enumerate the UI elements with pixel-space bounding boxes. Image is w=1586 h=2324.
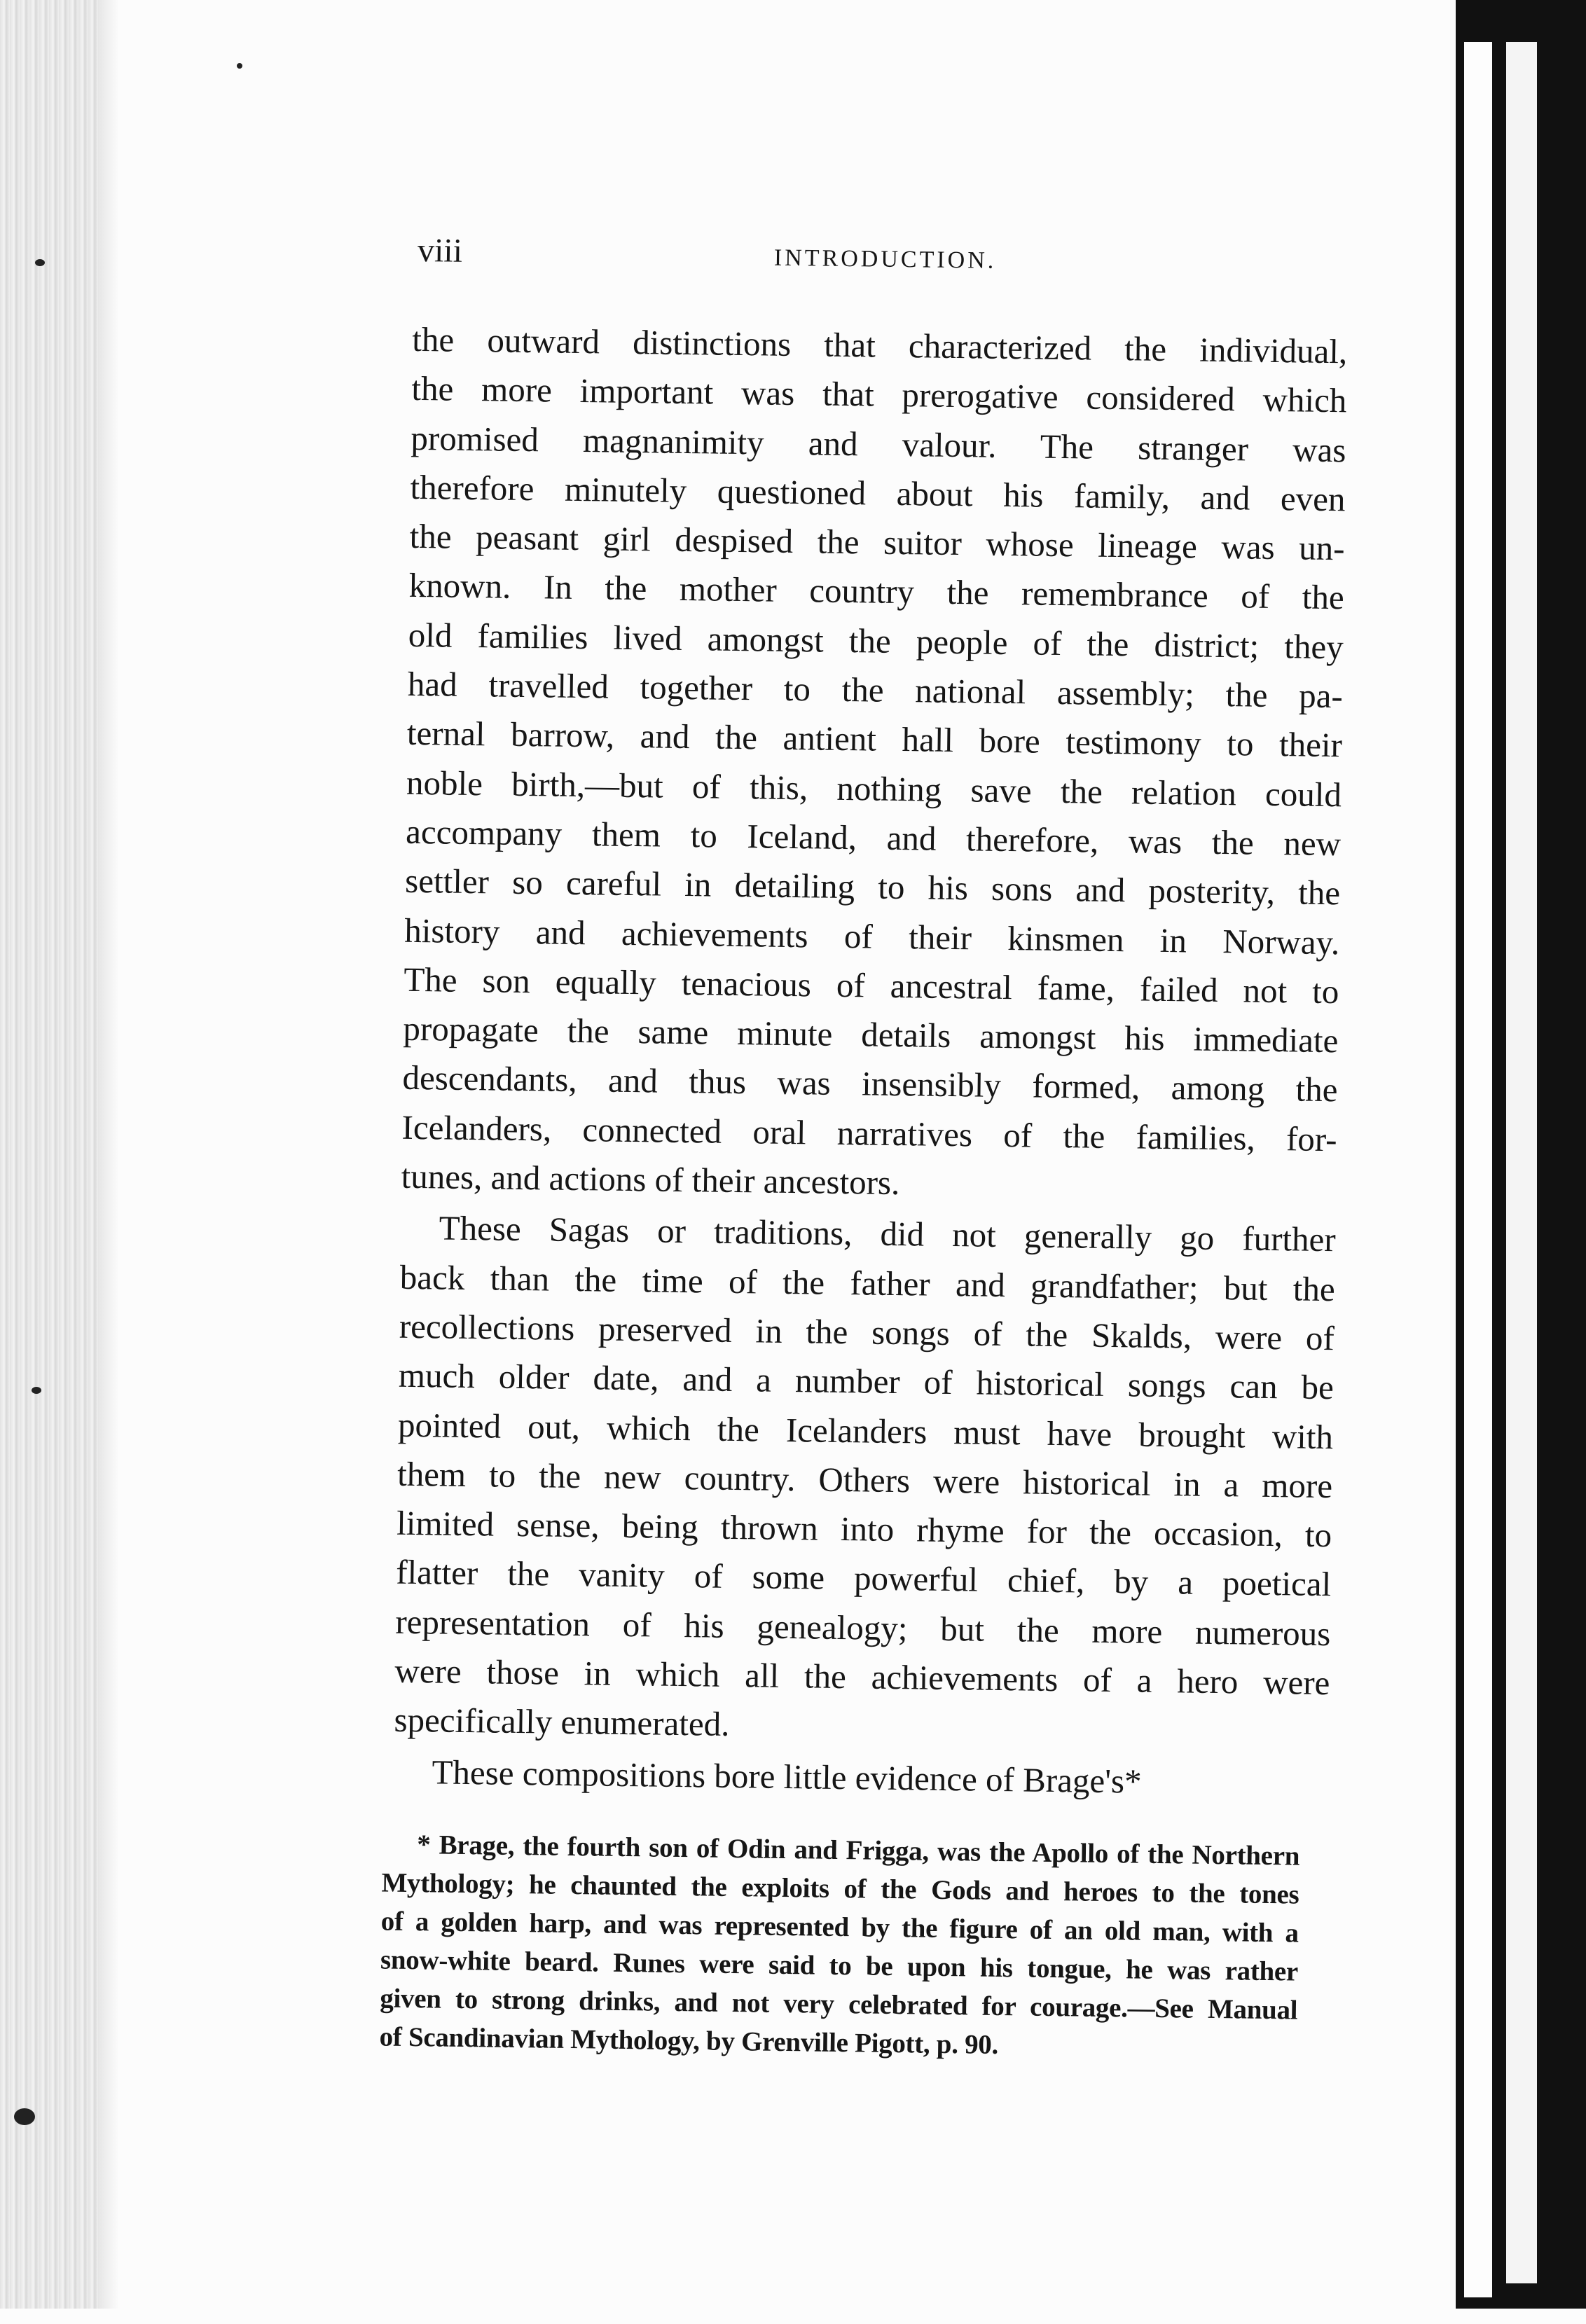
text-line: old families lived amongst the people of the district; they [408,615,1344,667]
text-line: ternal barrow, and the antient hall bore testimony to their [406,714,1343,765]
text-line: pointed out, which the Icelanders must have brought with [397,1405,1334,1456]
text-line: flatter the vanity of some powerful chief, by a poetical [395,1553,1332,1604]
text-line: noble birth,—but of this, nothing save the relation could [406,763,1342,814]
text-line: the more important was that prerogative considered which [411,369,1347,420]
footnote-line: of a golden harp, and was represented by the figure of an old man, with a [380,1906,1299,1949]
text-line: These compositions bore little evidence of Brage's* [432,1752,1142,1801]
text-line: history and achievements of their kinsmen in Norway. [404,911,1340,962]
footnote-line: Mythology; he chaunted the exploits of the Gods and heroes to the tones [381,1867,1299,1910]
text-line: propagate the same minute details amongst his immediate [403,1009,1339,1060]
text-line: specifically enumerated. [394,1701,730,1744]
text-line: The son equally tenacious of ancestral fame, failed not to [404,960,1339,1011]
footnote [379,1825,1299,2068]
page-number: viii [417,231,463,270]
footnote-line: of Scandinavian Mythology, by Grenville Pigott, p. 90. [379,2021,999,2061]
text-line: limited sense, being thrown into rhyme for the occasion, to [396,1503,1332,1555]
text-line: descendants, and thus was insensibly formed, among the [402,1058,1338,1109]
footnote-line: * Brage, the fourth son of Odin and Frigga, was the Apollo of the Northern [416,1830,1300,1872]
text-line: These Sagas or traditions, did not generally go further [439,1208,1337,1259]
running-title: INTRODUCTION. [773,244,997,274]
body-text [393,315,1348,1808]
text-line: had travelled together to the national assembly; the pa- [407,664,1344,716]
text-line: recollections preserved in the songs of the Skalds, were of [399,1306,1335,1358]
footnote-line: snow-white beard. Runes were said to be upon his tongue, he was rather [380,1944,1299,1987]
text-line: were those in which all the achievements of a hero were [394,1651,1330,1703]
text-line: known. In the mother country the remembrance of the [408,566,1345,617]
text-line: Icelanders, connected oral narratives of the families, for- [401,1107,1337,1158]
text-line: representation of his genealogy; but the more numerous [395,1602,1331,1653]
text-line: back than the time of the father and grandfather; but the [399,1257,1336,1308]
text-line: therefore minutely questioned about his family, and even [410,467,1346,519]
text-line: settler so careful in detailing to his sons and posterity, the [404,862,1341,913]
footnote-line: given to strong drinks, and not very celebrated for courage.—See Manual [380,1983,1298,2026]
text-line: promised magnanimity and valour. The stranger was [411,418,1346,469]
text-line: the outward distinctions that characterized the individual, [412,319,1348,371]
text-line: accompany them to Iceland, and therefore, was the new [405,812,1342,864]
text-line: tunes, and actions of their ancestors. [401,1156,900,1203]
text-line: much older date, and a number of historical songs can be [398,1355,1335,1407]
text-line: the peasant girl despised the suitor whose lineage was un- [409,517,1345,568]
text-line: them to the new country. Others were historical in a more [396,1454,1333,1506]
